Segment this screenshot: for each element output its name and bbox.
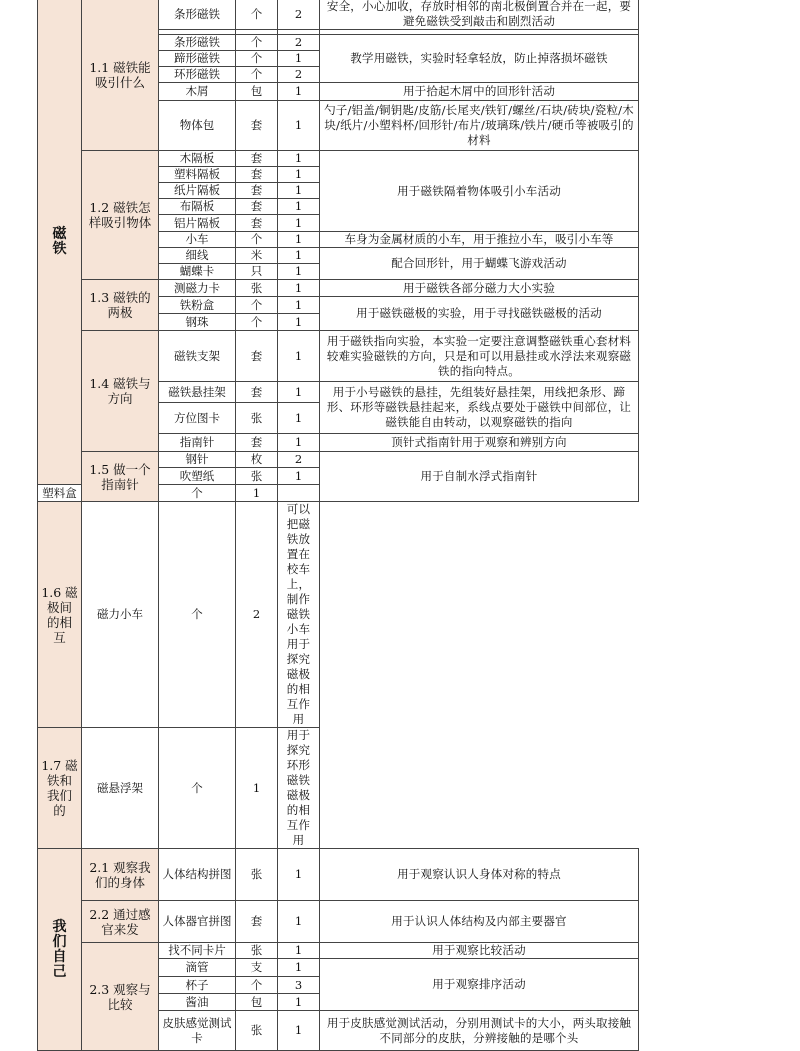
item-qty: 2: [278, 35, 320, 51]
lesson-cell: 2.1 观察我们的身体: [82, 849, 159, 901]
item-unit: 个: [236, 297, 278, 314]
unit-cell: 磁铁: [38, 0, 82, 485]
item-unit: 包: [236, 83, 278, 101]
item-qty: 1: [278, 183, 320, 199]
item-name: 人体器官拼图: [159, 901, 236, 943]
item-name: 小车: [159, 232, 236, 248]
item-unit: 套: [236, 183, 278, 199]
item-note: 安全，小心加收，存放时相邻的南北极倒置合并在一起，要避免磁铁受到敲击和剧烈活动: [320, 0, 639, 30]
item-unit: 支: [236, 959, 278, 977]
item-name: 皮肤感觉测试卡: [159, 1011, 236, 1051]
item-unit: 个: [159, 485, 236, 502]
item-name: 条形磁铁: [159, 0, 236, 30]
lesson-cell: 1.7 磁铁和我们的: [38, 728, 82, 849]
item-unit: 张: [236, 280, 278, 297]
item-note: 用于皮肤感觉测试活动，分别用测试卡的大小，两头取接触不同部分的皮肤，分辨接触的是哪个头: [320, 1011, 639, 1051]
item-qty: 1: [278, 199, 320, 215]
item-name: 测磁力卡: [159, 280, 236, 297]
item-qty: 1: [278, 382, 320, 403]
item-qty: 1: [278, 232, 320, 248]
item-qty: 1: [278, 101, 320, 151]
table-row: [38, 280, 639, 297]
item-note: 用于探究环形磁铁磁极的相互作用: [278, 728, 320, 849]
lesson-cell: 1.6 磁极间的相互: [38, 502, 82, 728]
item-unit: 个: [236, 232, 278, 248]
item-qty: 1: [278, 849, 320, 901]
item-qty: 1: [278, 83, 320, 101]
item-qty: 1: [278, 280, 320, 297]
lesson-cell: 2.2 通过感官来发: [82, 901, 159, 943]
item-unit: 套: [236, 382, 278, 403]
item-unit: 只: [236, 264, 278, 280]
item-note: 配合回形针，用于蝴蝶飞游戏活动: [320, 248, 639, 280]
item-unit: 套: [236, 215, 278, 232]
item-name: 铝片隔板: [159, 215, 236, 232]
item-note: 用于小号磁铁的悬挂，先组装好悬挂架，用线把条形、蹄形、环形等磁铁悬挂起来，系线点要处于磁铁中间部位，让磁铁能自由转动，以观察磁铁的指向: [320, 382, 639, 434]
lesson-cell: 2.3 观察与比较: [82, 943, 159, 1051]
item-qty: 2: [236, 502, 278, 728]
lesson-cell: 1.1 磁铁能吸引什么: [82, 0, 159, 151]
item-unit: 个: [236, 977, 278, 994]
item-name: 蝴蝶卡: [159, 264, 236, 280]
item-unit: 套: [236, 101, 278, 151]
item-unit: 张: [236, 1011, 278, 1051]
item-name: 布隔板: [159, 199, 236, 215]
table-row: [38, 849, 639, 901]
item-name: 钢针: [159, 452, 236, 468]
item-unit: 个: [236, 51, 278, 67]
table-row: [38, 151, 639, 167]
item-name: 条形磁铁: [159, 35, 236, 51]
item-qty: 1: [278, 1011, 320, 1051]
item-qty: 3: [278, 977, 320, 994]
lesson-cell: 1.4 磁铁与方向: [82, 331, 159, 452]
item-note: 用于磁铁隔着物体吸引小车活动: [320, 151, 639, 232]
item-name: 物体包: [159, 101, 236, 151]
item-unit: 个: [159, 502, 236, 728]
item-note: 用于观察排序活动: [320, 959, 639, 1011]
table-row: [38, 901, 639, 943]
table-row: [38, 943, 639, 959]
item-note: 勺子/铝盖/铜钥匙/皮筋/长尾夹/铁钉/螺丝/石块/砖块/瓷粒/木块/纸片/小塑料杯/回形针/布片/玻璃珠/铁片/硬币等被吸引的材料: [320, 101, 639, 151]
item-name: 找不同卡片: [159, 943, 236, 959]
item-note: 顶针式指南针用于观察和辨别方向: [320, 434, 639, 452]
item-name: 塑料盒: [38, 485, 82, 502]
item-name: 人体结构拼图: [159, 849, 236, 901]
item-qty: 2: [278, 452, 320, 468]
item-qty: 1: [278, 314, 320, 331]
item-name: 纸片隔板: [159, 183, 236, 199]
item-note: 用于认识人体结构及内部主要器官: [320, 901, 639, 943]
item-qty: 1: [236, 485, 278, 502]
item-unit: 张: [236, 943, 278, 959]
lesson-cell: 1.2 磁铁怎样吸引物体: [82, 151, 159, 280]
item-name: 磁铁支架: [159, 331, 236, 382]
item-qty: 1: [278, 403, 320, 434]
item-name: 酱油: [159, 994, 236, 1011]
item-qty: 1: [236, 728, 278, 849]
item-note: 教学用磁铁，实验时轻拿轻放，防止掉落损坏磁铁: [320, 35, 639, 83]
item-qty: 2: [278, 67, 320, 83]
item-note: 用于磁铁各部分磁力大小实验: [320, 280, 639, 297]
item-name: 磁悬浮架: [82, 728, 159, 849]
item-unit: 张: [236, 468, 278, 485]
item-note: 用于观察认识人身体对称的特点: [320, 849, 639, 901]
item-qty: 1: [278, 248, 320, 264]
item-unit: 套: [236, 434, 278, 452]
item-name: 吹塑纸: [159, 468, 236, 485]
item-note: 车身为金属材质的小车，用于推拉小车，吸引小车等: [320, 232, 639, 248]
item-qty: 1: [278, 943, 320, 959]
table-row: [38, 728, 639, 849]
materials-table: [37, 0, 639, 1051]
item-unit: 套: [236, 331, 278, 382]
item-unit: 个: [236, 0, 278, 30]
item-name: 塑料隔板: [159, 167, 236, 183]
item-name: 蹄形磁铁: [159, 51, 236, 67]
item-unit: 个: [236, 314, 278, 331]
item-note: 用于磁铁磁极的实验，用于寻找磁铁磁极的活动: [320, 297, 639, 331]
item-unit: 套: [236, 901, 278, 943]
item-qty: 1: [278, 901, 320, 943]
item-unit: 张: [236, 403, 278, 434]
table-row: [38, 502, 639, 728]
item-qty: 1: [278, 331, 320, 382]
item-unit: 套: [236, 151, 278, 167]
item-name: 滴管: [159, 959, 236, 977]
item-name: 木隔板: [159, 151, 236, 167]
item-name: 方位图卡: [159, 403, 236, 434]
item-unit: 个: [236, 67, 278, 83]
item-unit: 张: [236, 849, 278, 901]
item-name: 钢珠: [159, 314, 236, 331]
item-unit: 个: [159, 728, 236, 849]
table-row: [38, 331, 639, 382]
item-qty: 1: [278, 215, 320, 232]
item-unit: 米: [236, 248, 278, 264]
item-name: 指南针: [159, 434, 236, 452]
item-unit: 个: [236, 35, 278, 51]
table-row: [38, 452, 639, 468]
item-name: 磁力小车: [82, 502, 159, 728]
item-name: 杯子: [159, 977, 236, 994]
item-qty: 2: [278, 0, 320, 30]
lesson-cell: 1.5 做一个指南针: [82, 452, 159, 502]
item-name: 环形磁铁: [159, 67, 236, 83]
item-name: 铁粉盒: [159, 297, 236, 314]
item-qty: 1: [278, 264, 320, 280]
table-row: [38, 0, 639, 30]
item-unit: 套: [236, 167, 278, 183]
item-unit: 套: [236, 199, 278, 215]
item-qty: 1: [278, 994, 320, 1011]
item-qty: 1: [278, 167, 320, 183]
item-name: 细线: [159, 248, 236, 264]
item-unit: 枚: [236, 452, 278, 468]
item-qty: 1: [278, 434, 320, 452]
item-qty: 1: [278, 51, 320, 67]
item-qty: 1: [278, 297, 320, 314]
item-note: 用于自制水浮式指南针: [320, 452, 639, 502]
item-qty: 1: [278, 151, 320, 167]
item-note: 用于拾起木屑中的回形针活动: [320, 83, 639, 101]
item-qty: 1: [278, 468, 320, 485]
item-name: 磁铁悬挂架: [159, 382, 236, 403]
item-unit: 包: [236, 994, 278, 1011]
item-name: 木屑: [159, 83, 236, 101]
unit-cell: 我们自己: [38, 849, 82, 1051]
item-qty: 1: [278, 959, 320, 977]
item-note: 用于磁铁指向实验，本实验一定要注意调整磁铁重心套材料较难实验磁铁的方向，只是和可以用悬挂或水浮法来观察磁铁的指向特点。: [320, 331, 639, 382]
item-note: 用于观察比较活动: [320, 943, 639, 959]
item-note: 可以把磁铁放置在校车上，制作磁铁小车用于探究磁极的相互作用: [278, 502, 320, 728]
lesson-cell: 1.3 磁铁的两极: [82, 280, 159, 331]
